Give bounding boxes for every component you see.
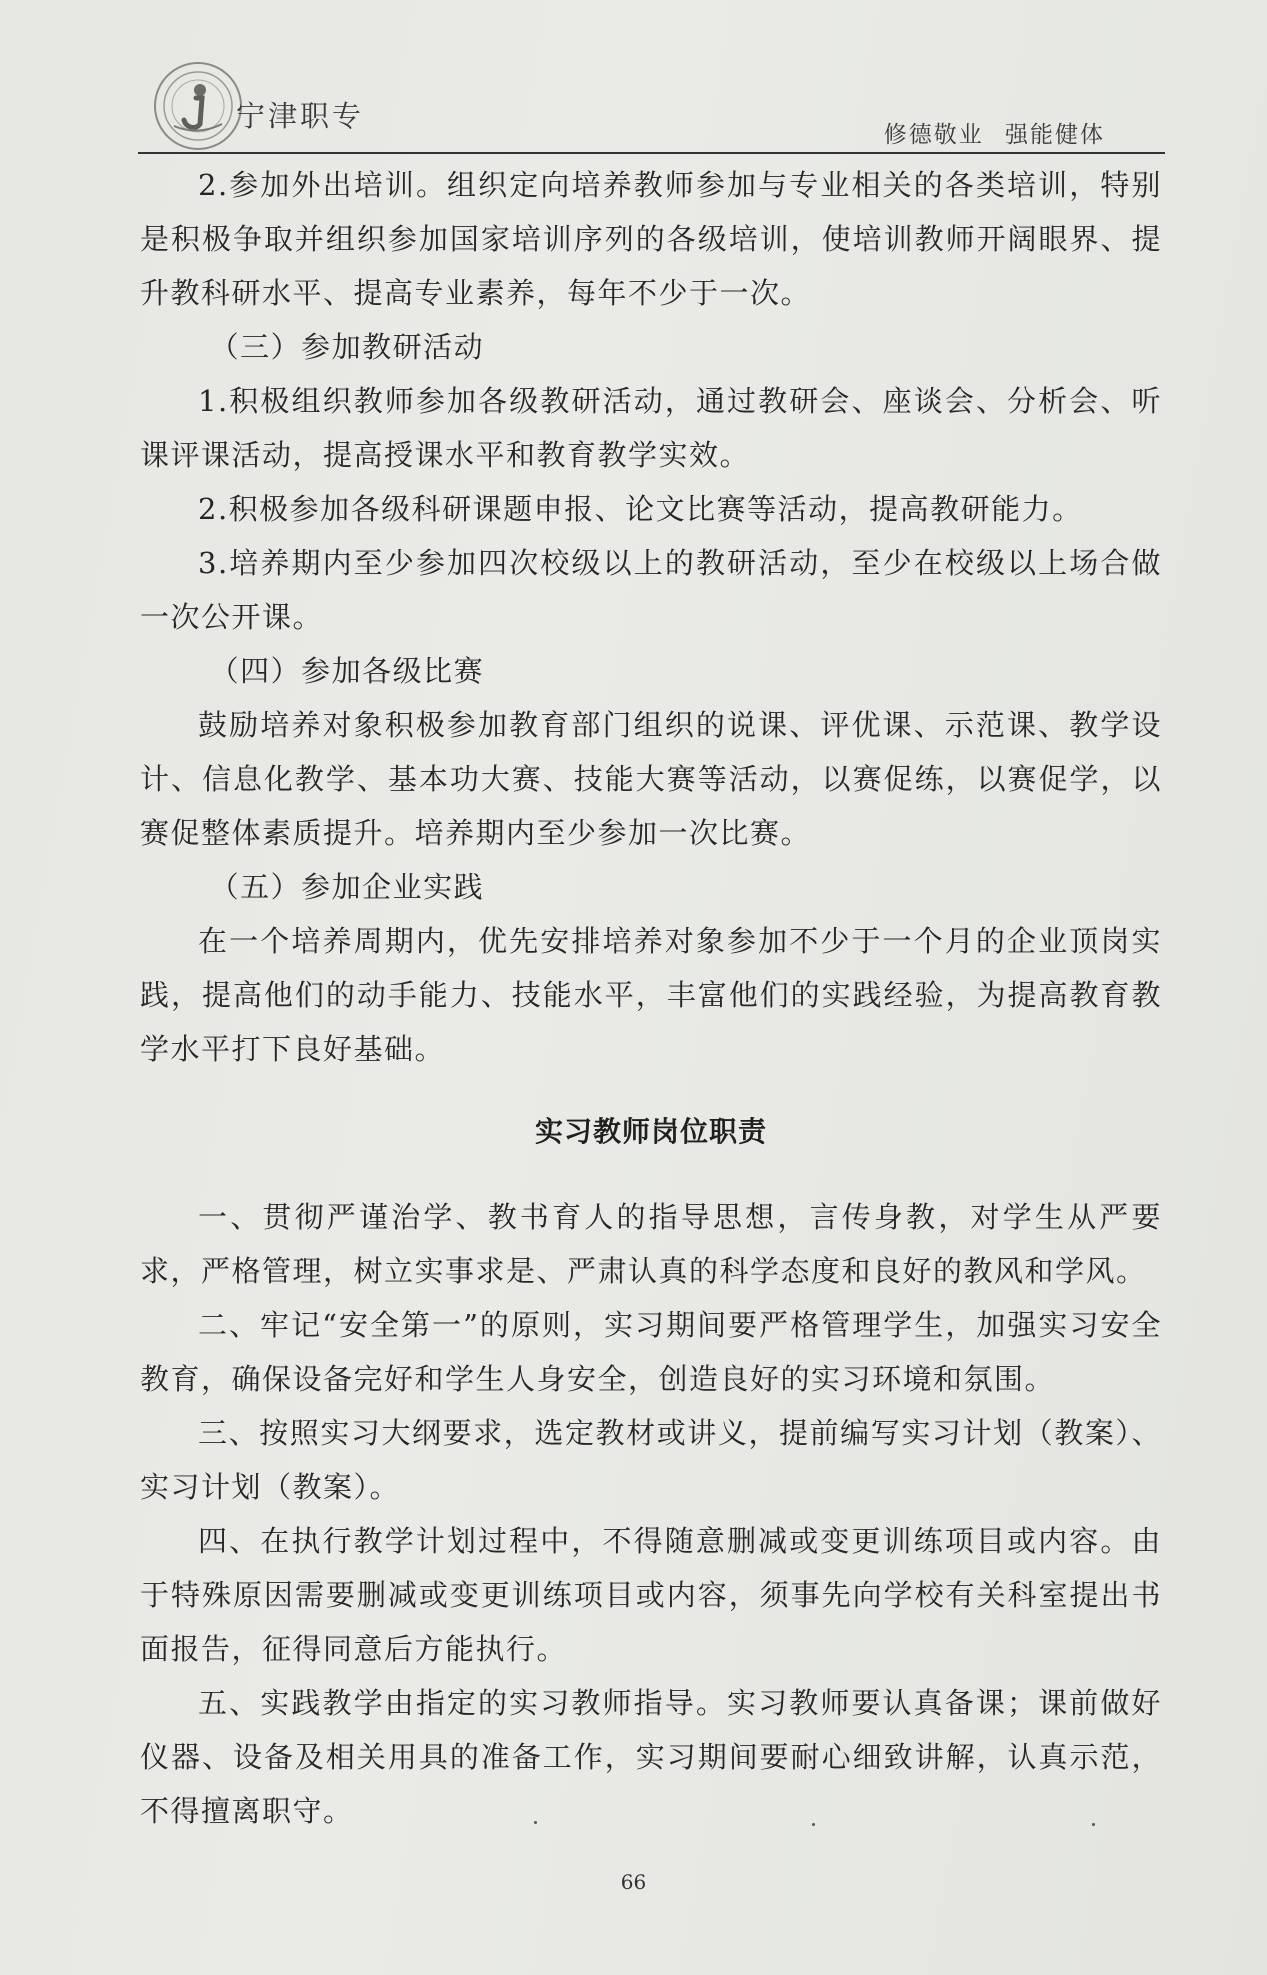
paragraph: 一、贯彻严谨治学、教书育人的指导思想，言传身教，对学生从严要求，严格管理，树立实事求是、严肃认真的科学态度和良好的教风和学风。	[140, 1200, 1162, 1288]
paragraph: 鼓励培养对象积极参加教育部门组织的说课、评优课、示范课、教学设计、信息化教学、基本功大赛、技能大赛等活动，以赛促练，以赛促学，以赛促整体素质提升。培养期内至少参加一次比赛。	[140, 708, 1162, 850]
paragraph: 2.积极参加各级科研课题申报、论文比赛等活动，提高教研能力。	[198, 492, 1083, 526]
paragraph: 3.培养期内至少参加四次校级以上的教研活动，至少在校级以上场合做一次公开课。	[140, 546, 1162, 634]
paragraph: 三、按照实习大纲要求，选定教材或讲义，提前编写实习计划（教案）、实习计划（教案）。	[140, 1416, 1162, 1504]
subheading: （三）参加教研活动	[209, 330, 485, 364]
section-title: 实习教师岗位职责	[534, 1115, 767, 1148]
paragraph: 四、在执行教学计划过程中，不得随意删减或变更训练项目或内容。由于特殊原因需要删减或变更训练项目或内容，须事先向学校有关科室提出书面报告，征得同意后方能执行。	[140, 1524, 1162, 1666]
school-name: 宁津职专	[236, 99, 365, 133]
print-speck	[812, 1823, 815, 1826]
page-number: 66	[620, 1870, 647, 1894]
header-divider	[138, 152, 1165, 154]
paragraph-group-bottom	[140, 1190, 1162, 1838]
school-emblem-icon	[154, 62, 242, 150]
paragraph-group-top	[140, 158, 1162, 1076]
paragraph: 2.参加外出培训。组织定向培养教师参加与专业相关的各类培训，特别是积极争取并组织参加国家培训序列的各级培训，使培训教师开阔眼界、提升教科研水平、提高专业素养，每年不少于一次。	[140, 168, 1162, 310]
subheading: （四）参加各级比赛	[209, 654, 485, 688]
print-speck	[534, 1821, 537, 1824]
subheading: （五）参加企业实践	[209, 870, 485, 904]
paragraph: 二、牢记“安全第一”的原则，实习期间要严格管理学生，加强实习安全教育，确保设备完好和学生人身安全，创造良好的实习环境和氛围。	[140, 1308, 1162, 1396]
page-header	[140, 60, 1165, 158]
paragraph: 五、实践教学由指定的实习教师指导。实习教师要认真备课；课前做好仪器、设备及相关用具的准备工作，实习期间要耐心细致讲解，认真示范，不得擅离职守。	[140, 1686, 1162, 1828]
paragraph: 1.积极组织教师参加各级教研活动，通过教研会、座谈会、分析会、听课评课活动，提高授课水平和教育教学实效。	[140, 384, 1162, 472]
paragraph: 在一个培养周期内，优先安排培养对象参加不少于一个月的企业顶岗实践，提高他们的动手能力、技能水平，丰富他们的实践经验，为提高教育教学水平打下良好基础。	[140, 924, 1162, 1066]
print-speck	[1092, 1823, 1095, 1826]
school-motto: 修德敬业 强能健体	[883, 122, 1105, 148]
document-body	[140, 158, 1162, 1838]
